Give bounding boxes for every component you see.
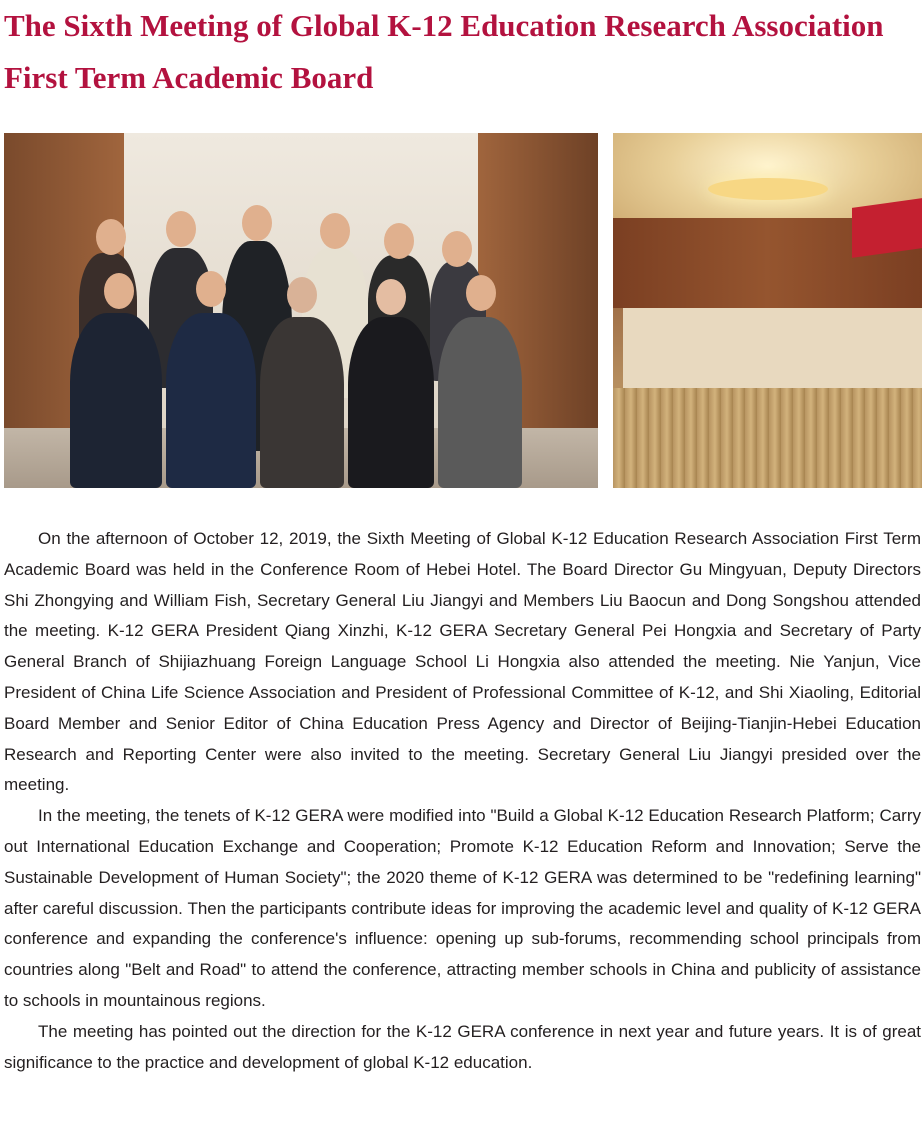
paragraph: The meeting has pointed out the direction for the K-12 GERA conference in next year and future years. It is of great significance to the practice and development of global K-12 education. <box>4 1021 921 1072</box>
meeting-room-photo <box>613 133 922 488</box>
article-title: The Sixth Meeting of Global K-12 Education Research Association First Term Academic Board <box>4 8 884 95</box>
person-head <box>466 275 496 311</box>
person-figure <box>166 313 256 488</box>
person-head <box>196 271 226 307</box>
red-banner <box>852 198 922 258</box>
person-head <box>384 223 414 259</box>
person-figure <box>70 313 162 488</box>
person-head <box>376 279 406 315</box>
person-head <box>242 205 272 241</box>
person-figure <box>260 317 344 488</box>
article-body <box>4 524 921 1078</box>
paragraph: In the meeting, the tenets of K-12 GERA were modified into "Build a Global K-12 Education Research Platform; Carry out International Education Exchange and Cooperation; Promote K-12 Education Reform and Innovation; Serve the Sustainable Development of Human Society"; the 2020 theme of K-12 GERA was determined to be "redefining learning" after careful discussion. Then the participants contribute ideas for improving the academic level and quality of K-12 GERA conference and expanding the conference's influence: opening up sub-forums, recommending school principals from countries along "Belt and Road" to attend the conference, attracting member schools in China and publicity of assistance to schools in mountainous regions. <box>4 806 921 1010</box>
group-photo <box>4 133 598 488</box>
chandelier <box>708 178 828 200</box>
person-figure <box>438 317 522 488</box>
person-head <box>96 219 126 255</box>
person-figure <box>348 317 434 488</box>
conference-table <box>623 308 922 398</box>
table-skirt <box>613 388 922 488</box>
paragraph: On the afternoon of October 12, 2019, the Sixth Meeting of Global K-12 Education Research Association First Term Academic Board was held in the Conference Room of Hebei Hotel. The Board Director Gu Mingyuan, Deputy Directors Shi Zhongying and William Fish, Secretary General Liu Jiangyi and Members Liu Baocun and Dong Songshou attended the meeting. K-12 GERA President Qiang Xinzhi, K-12 GERA Secretary General Pei Hongxia and Secretary of Party General Branch of Shijiazhuang Foreign Language School Li Hongxia also attended the meeting. Nie Yanjun, Vice President of China Life Science Association and President of Professional Committee of K-12, and Shi Xiaoling, Editorial Board Member and Senior Editor of China Education Press Agency and Director of Beijing-Tianjin-Hebei Education Research and Reporting Center were also invited to the meeting. Secretary General Liu Jiangyi presided over the meeting. <box>4 529 921 795</box>
person-head <box>320 213 350 249</box>
person-head <box>166 211 196 247</box>
person-head <box>287 277 317 313</box>
person-head <box>104 273 134 309</box>
person-head <box>442 231 472 267</box>
